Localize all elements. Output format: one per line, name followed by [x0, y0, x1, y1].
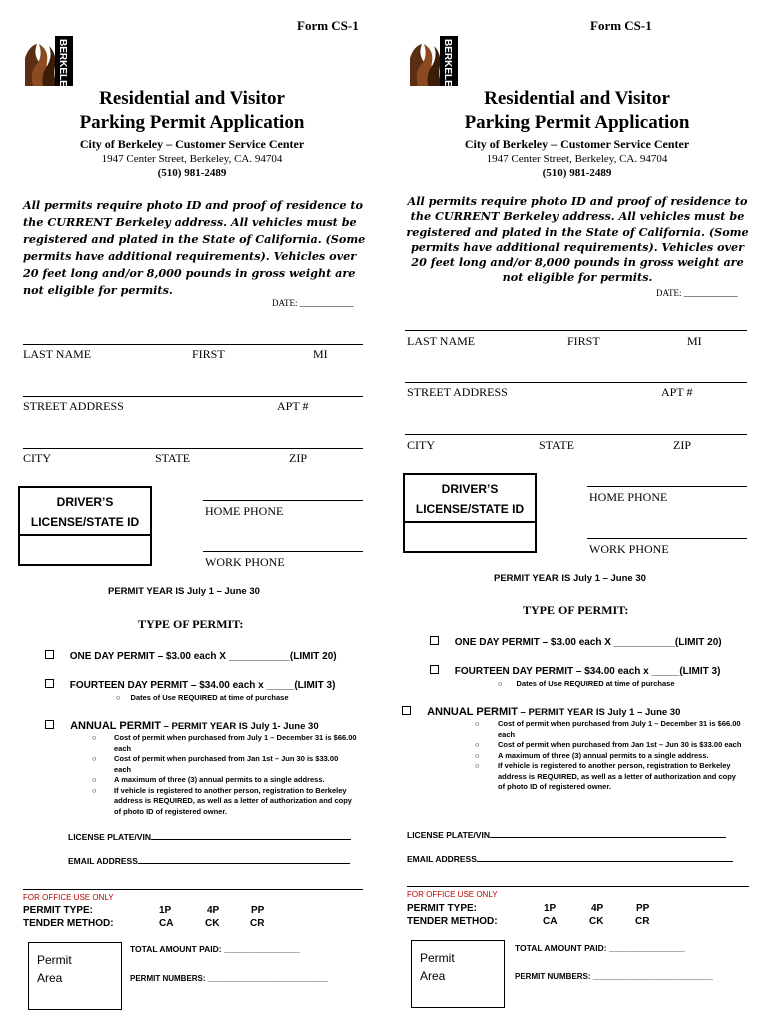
- state-label: STATE: [155, 451, 191, 465]
- drivers-license-label-box: [18, 486, 152, 536]
- apt-label: APT #: [661, 385, 693, 399]
- page-title-line2: Parking Permit Application: [79, 112, 305, 133]
- code-cr: CR: [250, 918, 265, 929]
- permit-year: PERMIT YEAR IS July 1 – June 30: [494, 573, 646, 584]
- one-day-checkbox[interactable]: [45, 650, 54, 659]
- code-ca: CA: [159, 918, 174, 929]
- phone-line: (510) 981-2489: [157, 167, 227, 179]
- one-day-checkbox[interactable]: [430, 636, 439, 645]
- home-phone-label: HOME PHONE: [205, 504, 284, 518]
- permit-year: PERMIT YEAR IS July 1 – June 30: [108, 586, 260, 597]
- one-day-label: ONE DAY PERMIT – $3.00 each X ___________(LIMIT 20): [69, 651, 337, 662]
- permit-type-label: PERMIT TYPE:: [407, 903, 478, 914]
- page-title-line1: Residential and Visitor: [484, 88, 670, 109]
- zip-label: ZIP: [289, 451, 307, 465]
- type-of-permit-heading: TYPE OF PERMIT:: [138, 617, 244, 631]
- tender-method-label: TENDER METHOD:: [23, 918, 114, 929]
- phone-line: (510) 981-2489: [542, 167, 612, 179]
- city-label: CITY: [23, 451, 51, 465]
- fourteen-day-label: FOURTEEN DAY PERMIT – $34.00 each x _____(LIMIT 3): [454, 666, 721, 677]
- notice-text: All permits require photo ID and proof of residence to the CURRENT Berkeley address. All vehicles must be registered and plated in the State of California. (Some permits have additional requirements). Vehicles over 20 feet long and/or 8,000 pounds in gross weight are not eligible for permits.: [23, 198, 366, 297]
- street-address-label: STREET ADDRESS: [407, 385, 508, 399]
- code-1p: 1P: [159, 905, 172, 916]
- page-title-line1: Residential and Visitor: [99, 88, 285, 109]
- form-id: Form CS-1: [297, 18, 359, 33]
- email-address-field[interactable]: EMAIL ADDRESS: [407, 853, 733, 864]
- logo-text: BERKELEY: [442, 39, 453, 86]
- annual-checkbox[interactable]: [402, 706, 411, 715]
- city-line: City of Berkeley – Customer Service Center: [464, 137, 690, 151]
- code-4p: 4P: [207, 905, 220, 916]
- notice-text: All permits require photo ID and proof of residence to the CURRENT Berkeley address. All vehicles must be registered and plated in the State of California. (Some permits have additional requirements). Vehicles over 20 feet long and/or 8,000 pounds in gross weight are not eligible for permits.: [406, 194, 749, 285]
- annual-bullets: [92, 733, 357, 817]
- mi-label: MI: [313, 347, 328, 361]
- fourteen-day-option[interactable]: [430, 665, 720, 677]
- one-day-option[interactable]: [430, 636, 722, 648]
- drivers-license-label-box: [403, 473, 537, 523]
- first-name-label: FIRST: [567, 334, 600, 348]
- code-ck: CK: [205, 918, 220, 929]
- code-pp: PP: [636, 903, 650, 914]
- address-line: 1947 Center Street, Berkeley, CA. 94704: [486, 153, 668, 165]
- code-cr: CR: [635, 916, 650, 927]
- annual-checkbox[interactable]: [45, 720, 54, 729]
- last-name-label: LAST NAME: [23, 347, 92, 361]
- total-amount-paid: TOTAL AMOUNT PAID: ________________: [130, 944, 300, 954]
- date-field[interactable]: DATE: ____________: [272, 298, 354, 308]
- fourteen-day-label: FOURTEEN DAY PERMIT – $34.00 each x _____(LIMIT 3): [69, 680, 336, 691]
- annual-bullets: [475, 719, 745, 793]
- state-label: STATE: [539, 438, 575, 452]
- address-line: 1947 Center Street, Berkeley, CA. 94704: [101, 153, 283, 165]
- code-4p: 4P: [591, 903, 604, 914]
- zip-label: ZIP: [673, 438, 691, 452]
- mi-label: MI: [687, 334, 702, 348]
- apt-label: APT #: [277, 399, 309, 413]
- first-name-label: FIRST: [192, 347, 225, 361]
- annual-bullet: ○ If vehicle is registered to another person, registration to Berkeley address is REQUIRED, as well as a letter of authorization and copy of photo ID of registered owner.: [92, 785, 352, 816]
- permit-area-line1: Permit: [37, 953, 72, 967]
- annual-year-note: – PERMIT YEAR IS July 1 – June 30: [517, 707, 681, 718]
- street-address-label: STREET ADDRESS: [23, 399, 124, 413]
- permit-area-box: [28, 942, 122, 1010]
- tender-method-label: TENDER METHOD:: [407, 916, 498, 927]
- code-1p: 1P: [544, 903, 557, 914]
- type-of-permit-heading: TYPE OF PERMIT:: [523, 603, 629, 617]
- drivers-license-line1: DRIVER’S: [56, 495, 114, 509]
- permit-type-label: PERMIT TYPE:: [23, 905, 94, 916]
- license-plate-field[interactable]: LICENSE PLATE/VIN: [407, 829, 726, 840]
- one-day-option[interactable]: [45, 650, 337, 662]
- annual-bullet: ○ Cost of permit when purchased from July 1 – December 31 is $66.00 each: [92, 733, 357, 753]
- annual-bullet: ○ Cost of permit when purchased from Jan 1st – Jun 30 is $33.00 each: [475, 740, 742, 749]
- annual-label: ANNUAL PERMIT: [427, 706, 518, 718]
- drivers-license-input[interactable]: [403, 521, 537, 553]
- code-pp: PP: [251, 905, 265, 916]
- fourteen-day-checkbox[interactable]: [430, 665, 439, 674]
- dates-of-use-note: ○ Dates of Use REQUIRED at time of purchase: [116, 693, 289, 702]
- city-label: CITY: [407, 438, 435, 452]
- city-line: City of Berkeley – Customer Service Center: [79, 137, 305, 151]
- license-plate-field[interactable]: LICENSE PLATE/VIN: [68, 831, 351, 842]
- email-address-field[interactable]: EMAIL ADDRESS: [68, 855, 350, 866]
- office-use-label: FOR OFFICE USE ONLY: [23, 893, 114, 902]
- work-phone-label: WORK PHONE: [589, 542, 669, 556]
- fourteen-day-option[interactable]: [45, 679, 335, 691]
- permit-numbers: PERMIT NUMBERS: ___________________________: [130, 974, 328, 983]
- annual-bullet: ○ A maximum of three (3) annual permits to a single address.: [92, 775, 325, 784]
- annual-bullet: ○ A maximum of three (3) annual permits to a single address.: [475, 750, 709, 760]
- total-amount-paid: TOTAL AMOUNT PAID: ________________: [515, 943, 685, 953]
- annual-bullet: ○ Cost of permit when purchased from Jan 1st – Jun 30 is $33.00 each: [92, 754, 339, 774]
- logo-text: BERKELEY: [57, 39, 68, 86]
- date-field[interactable]: DATE: ____________: [656, 288, 738, 298]
- one-day-label: ONE DAY PERMIT – $3.00 each X ___________(LIMIT 20): [454, 637, 722, 648]
- annual-year-note: – PERMIT YEAR IS July 1- June 30: [160, 721, 319, 732]
- annual-bullet: ○ If vehicle is registered to another person, registration to Berkeley address is REQUIRED, as well as a letter of authorization and copy of photo ID of registered owner.: [475, 761, 736, 791]
- berkeley-logo: [408, 36, 458, 86]
- drivers-license-line2: LICENSE/STATE ID: [30, 515, 140, 529]
- annual-bullet: ○ Cost of permit when purchased from July 1 – December 31 is $66.00 each: [475, 719, 741, 739]
- office-use-label: FOR OFFICE USE ONLY: [407, 890, 498, 899]
- drivers-license-input[interactable]: [18, 534, 152, 566]
- code-ck: CK: [589, 916, 604, 927]
- berkeley-logo: [23, 36, 73, 86]
- permit-area-line2: Area: [420, 969, 446, 983]
- permit-numbers: PERMIT NUMBERS: ___________________________: [515, 972, 713, 981]
- permit-area-line1: Permit: [420, 951, 455, 965]
- drivers-license-line2: LICENSE/STATE ID: [415, 502, 525, 516]
- annual-option[interactable]: [45, 720, 319, 732]
- dates-of-use-note: ○ Dates of Use REQUIRED at time of purchase: [498, 679, 675, 688]
- last-name-label: LAST NAME: [407, 334, 476, 348]
- permit-area-box: [411, 940, 505, 1008]
- annual-option[interactable]: [402, 706, 680, 718]
- home-phone-label: HOME PHONE: [589, 490, 668, 504]
- page-title-line2: Parking Permit Application: [464, 112, 690, 133]
- annual-label: ANNUAL PERMIT: [70, 720, 161, 732]
- form-id: Form CS-1: [590, 18, 652, 33]
- permit-area-line2: Area: [37, 971, 63, 985]
- drivers-license-line1: DRIVER’S: [441, 482, 499, 496]
- form-right: [385, 0, 770, 1024]
- fourteen-day-checkbox[interactable]: [45, 679, 54, 688]
- work-phone-label: WORK PHONE: [205, 555, 285, 569]
- code-ca: CA: [543, 916, 558, 927]
